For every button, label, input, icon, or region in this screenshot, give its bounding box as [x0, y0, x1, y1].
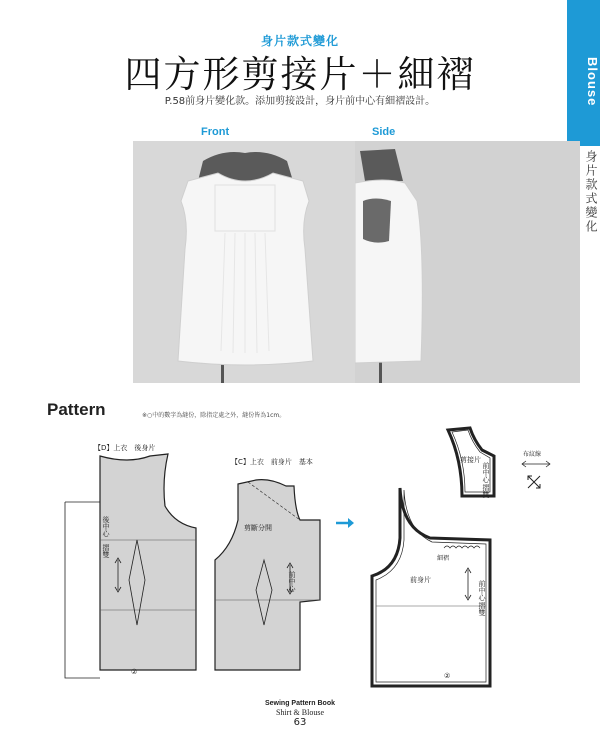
- yoke-center-label: 前中心: [482, 462, 490, 483]
- front-center-label: 前中心: [288, 571, 296, 592]
- back-seam-label: ②: [131, 668, 138, 676]
- front-piece-fold-label: 摺雙: [478, 602, 486, 616]
- front-base-bodice-piece: [215, 480, 320, 670]
- page-title: 四方形剪接片＋細褶: [124, 53, 476, 96]
- grain-line-icon: [522, 461, 550, 467]
- front-base-label: 【C】上衣 前身片 基本: [231, 458, 313, 466]
- grain-line-label: 布紋線: [523, 451, 542, 458]
- side-mannequin-illustration: [355, 141, 567, 383]
- footer-book-title: Sewing Pattern Book: [264, 700, 335, 707]
- new-front-piece-outline: [372, 488, 490, 686]
- seam-allowance-note: ※○中的數字為縫份，除指定處之外，縫份皆為1cm。: [142, 412, 286, 419]
- back-center-label: 後中心: [102, 516, 110, 537]
- cut-line-label: 剪斷分開: [244, 524, 272, 532]
- gather-label: 細褶: [437, 555, 450, 562]
- back-fold-label: 摺雙: [102, 544, 110, 558]
- front-piece-center-label: 前中心: [478, 580, 486, 601]
- yoke-label: 剪接片: [460, 456, 481, 464]
- footer-series: Shirt & Blouse: [275, 708, 324, 717]
- back-bodice-label: 【D】上衣 後身片: [94, 444, 156, 452]
- front-piece-seam-label: ②: [444, 672, 451, 680]
- side-photo: [355, 141, 580, 383]
- bias-cross-icon: [528, 476, 540, 488]
- front-piece-label: 前身片: [410, 576, 431, 584]
- chapter-tab-label: Blouse: [585, 57, 600, 107]
- side-photo-label: Side: [372, 126, 396, 138]
- front-photo-label: Front: [201, 126, 230, 138]
- front-photo: [133, 141, 358, 383]
- section-subtitle: 身片款式變化: [260, 34, 339, 48]
- chapter-category: 身片款式變化: [584, 150, 598, 234]
- back-bodice-piece: [100, 454, 196, 670]
- front-mannequin-illustration: [133, 141, 358, 383]
- page-number: 63: [293, 717, 307, 728]
- page-description: P.58前身片變化款。添加剪接設計，身片前中心有細褶設計。: [164, 96, 436, 107]
- pattern-heading: Pattern: [47, 400, 106, 419]
- yoke-fold-label: 摺雙: [482, 484, 490, 498]
